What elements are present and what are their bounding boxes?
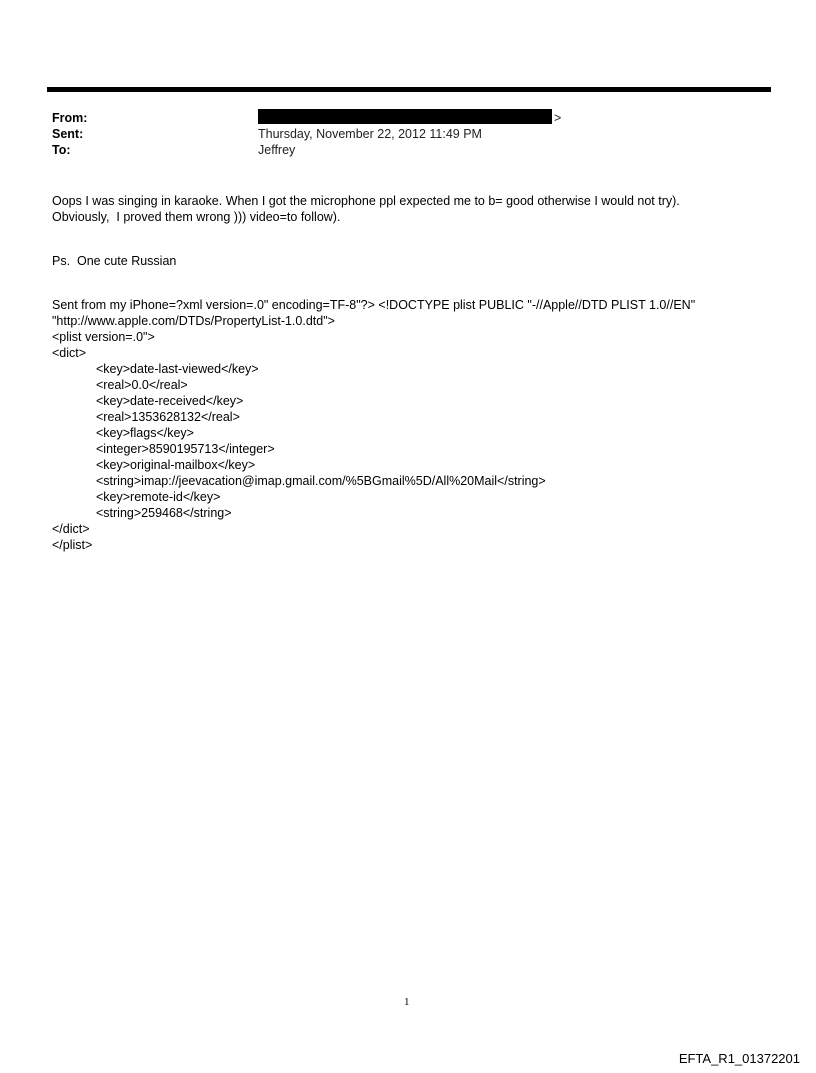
plist-item: <key>flags</key> — [96, 426, 194, 440]
plist-item: <key>date-last-viewed</key> — [96, 362, 259, 376]
email-body — [52, 193, 695, 553]
plist-line: "http://www.apple.com/DTDs/PropertyList-1.0.dtd"> — [52, 314, 335, 328]
plist-line: </plist> — [52, 538, 93, 552]
plist-item: <string>259468</string> — [96, 506, 232, 520]
plist-line: Sent from my iPhone=?xml version=.0" encoding=TF-8"?> <!DOCTYPE plist PUBLIC "-//Apple//DTD PLIST 1.0//EN" — [52, 298, 696, 312]
plist-item: <key>date-received</key> — [96, 394, 244, 408]
plist-item: <real>0.0</real> — [96, 378, 188, 392]
bates-number: EFTA_R1_01372201 — [678, 1051, 800, 1066]
plist-item: <key>original-mailbox</key> — [96, 458, 256, 472]
sent-label: Sent: — [52, 127, 84, 141]
spacer — [52, 269, 695, 297]
plist-item: <string>imap://jeevacation@imap.gmail.com/%5BGmail%5D/All%20Mail</string> — [96, 474, 546, 488]
plist-item: <real>1353628132</real> — [96, 410, 240, 424]
to-label: To: — [52, 143, 71, 157]
from-suffix: > — [554, 111, 562, 125]
plist-line: <plist version=.0"> — [52, 330, 155, 344]
body-line: Oops I was singing in karaoke. When I got the microphone ppl expected me to b= good otherwise I would not try). — [52, 194, 680, 208]
header-rule — [47, 87, 771, 92]
page-number: 1 — [404, 996, 410, 1008]
to-value: Jeffrey — [258, 143, 296, 157]
plist-item: <integer>8590195713</integer> — [96, 442, 275, 456]
body-line: Obviously, I proved them wrong ))) video=to follow). — [52, 210, 341, 224]
from-label: From: — [52, 111, 88, 125]
sent-value: Thursday, November 22, 2012 11:49 PM — [258, 127, 482, 141]
spacer — [52, 225, 695, 253]
ps-line: Ps. One cute Russian — [52, 254, 177, 268]
plist-line: <dict> — [52, 346, 87, 360]
redaction-box — [258, 109, 552, 124]
plist-item: <key>remote-id</key> — [96, 490, 221, 504]
plist-line: </dict> — [52, 522, 90, 536]
